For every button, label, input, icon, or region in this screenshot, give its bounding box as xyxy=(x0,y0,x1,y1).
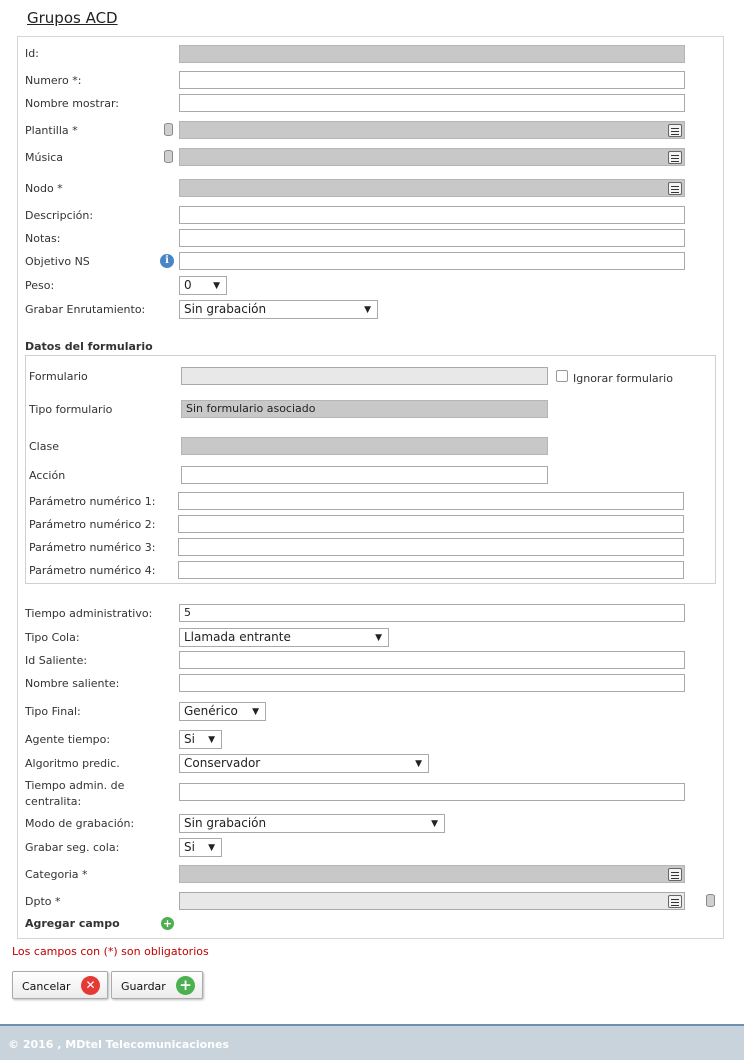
plantilla-label: Plantilla * xyxy=(25,124,78,137)
tipo-formulario-field: Sin formulario asociado xyxy=(181,400,548,418)
notas-input[interactable] xyxy=(179,229,685,247)
modo-grabacion-label: Modo de grabación: xyxy=(25,817,135,830)
descripcion-input[interactable] xyxy=(179,206,685,224)
id-saliente-input[interactable] xyxy=(179,651,685,669)
chevron-down-icon: ▼ xyxy=(213,281,220,291)
peso-select[interactable] xyxy=(179,276,227,295)
page-title: Grupos ACD xyxy=(27,9,118,27)
ignorar-formulario-label: Ignorar formulario xyxy=(573,372,673,385)
chevron-down-icon: ▼ xyxy=(415,759,422,769)
ignorar-formulario-checkbox[interactable] xyxy=(556,370,568,382)
algoritmo-label: Algoritmo predic. xyxy=(25,757,120,770)
tiempo-admin-label: Tiempo administrativo: xyxy=(25,607,153,620)
tipo-cola-select[interactable] xyxy=(179,628,389,647)
close-icon: ✕ xyxy=(81,976,100,995)
modo-grabacion-value: Sin grabación xyxy=(184,816,267,830)
database-icon[interactable] xyxy=(164,150,173,163)
chevron-down-icon: ▼ xyxy=(364,305,371,315)
add-icon: + xyxy=(176,976,195,995)
grabar-enrutamiento-label: Grabar Enrutamiento: xyxy=(25,303,146,316)
tiempo-centralita-input[interactable] xyxy=(179,783,685,801)
grabar-seg-cola-value: Si xyxy=(184,840,195,854)
nombre-saliente-input[interactable] xyxy=(179,674,685,692)
agente-tiempo-label: Agente tiempo: xyxy=(25,733,111,746)
nombre-mostrar-input[interactable] xyxy=(179,94,685,112)
agente-tiempo-select[interactable] xyxy=(179,730,222,749)
chevron-down-icon: ▼ xyxy=(208,843,215,853)
id-saliente-label: Id Saliente: xyxy=(25,654,88,667)
chevron-down-icon: ▼ xyxy=(375,633,382,643)
clase-field xyxy=(181,437,548,455)
plantilla-field xyxy=(179,121,685,139)
cancel-button-label: Cancelar xyxy=(22,980,71,993)
accion-label: Acción xyxy=(29,469,66,482)
notas-label: Notas: xyxy=(25,232,61,245)
list-icon[interactable] xyxy=(668,151,682,164)
objetivo-ns-label: Objetivo NS xyxy=(25,255,90,268)
tipo-final-select[interactable] xyxy=(179,702,266,721)
musica-field xyxy=(179,148,685,166)
agregar-campo-label: Agregar campo xyxy=(25,917,120,930)
param4-label: Parámetro numérico 4: xyxy=(29,564,156,577)
id-field xyxy=(179,45,685,63)
peso-label: Peso: xyxy=(25,279,55,292)
tipo-final-label: Tipo Final: xyxy=(25,705,81,718)
list-icon[interactable] xyxy=(668,895,682,908)
tipo-final-value: Genérico xyxy=(184,704,238,718)
param3-label: Parámetro numérico 3: xyxy=(29,541,156,554)
modo-grabacion-select[interactable] xyxy=(179,814,445,833)
param1-input[interactable] xyxy=(178,492,684,510)
tipo-cola-value: Llamada entrante xyxy=(184,630,291,644)
param3-input[interactable] xyxy=(178,538,684,556)
grabar-enrutamiento-value: Sin grabación xyxy=(184,302,267,316)
formulario-label: Formulario xyxy=(29,370,88,383)
footer xyxy=(0,1024,744,1060)
nodo-label: Nodo * xyxy=(25,182,63,195)
algoritmo-select[interactable] xyxy=(179,754,429,773)
param2-label: Parámetro numérico 2: xyxy=(29,518,156,531)
objetivo-ns-input[interactable] xyxy=(179,252,685,270)
tiempo-centralita-label-line1: Tiempo admin. de xyxy=(25,779,125,792)
nombre-saliente-label: Nombre saliente: xyxy=(25,677,120,690)
param2-input[interactable] xyxy=(178,515,684,533)
param4-input[interactable] xyxy=(178,561,684,579)
clase-label: Clase xyxy=(29,440,59,453)
tipo-formulario-label: Tipo formulario xyxy=(29,403,113,416)
numero-label: Numero *: xyxy=(25,74,82,87)
database-icon[interactable] xyxy=(706,894,715,907)
musica-label: Música xyxy=(25,151,64,164)
nombre-mostrar-label: Nombre mostrar: xyxy=(25,97,119,110)
chevron-down-icon: ▼ xyxy=(208,735,215,745)
info-icon[interactable]: i xyxy=(160,254,174,268)
dpto-field xyxy=(179,892,685,910)
grabar-seg-cola-select[interactable] xyxy=(179,838,222,857)
list-icon[interactable] xyxy=(668,182,682,195)
database-icon[interactable] xyxy=(164,123,173,136)
list-icon[interactable] xyxy=(668,868,682,881)
save-button-label: Guardar xyxy=(121,980,166,993)
numero-input[interactable] xyxy=(179,71,685,89)
tiempo-centralita-label-line2: centralita: xyxy=(25,795,82,808)
categoria-field xyxy=(179,865,685,883)
save-button[interactable] xyxy=(111,971,203,999)
peso-value: 0 xyxy=(184,278,192,292)
dpto-label: Dpto * xyxy=(25,895,61,908)
formulario-field xyxy=(181,367,548,385)
tiempo-admin-input[interactable]: 5 xyxy=(179,604,685,622)
tipo-cola-label: Tipo Cola: xyxy=(25,631,80,644)
descripcion-label: Descripción: xyxy=(25,209,94,222)
chevron-down-icon: ▼ xyxy=(431,819,438,829)
chevron-down-icon: ▼ xyxy=(252,707,259,717)
categoria-label: Categoria * xyxy=(25,868,88,881)
nodo-field xyxy=(179,179,685,197)
accion-input[interactable] xyxy=(181,466,548,484)
id-label: Id: xyxy=(25,47,39,60)
agente-tiempo-value: Si xyxy=(184,732,195,746)
list-icon[interactable] xyxy=(668,124,682,137)
required-note: Los campos con (*) son obligatorios xyxy=(12,945,209,958)
algoritmo-value: Conservador xyxy=(184,756,261,770)
add-field-icon[interactable]: + xyxy=(162,917,173,930)
footer-text: © 2016 , MDtel Telecomunicaciones xyxy=(8,1038,230,1051)
cancel-button[interactable] xyxy=(12,971,108,999)
form-section-title: Datos del formulario xyxy=(25,340,153,353)
param1-label: Parámetro numérico 1: xyxy=(29,495,156,508)
grabar-enrutamiento-select[interactable] xyxy=(179,300,378,319)
grabar-seg-cola-label: Grabar seg. cola: xyxy=(25,841,120,854)
